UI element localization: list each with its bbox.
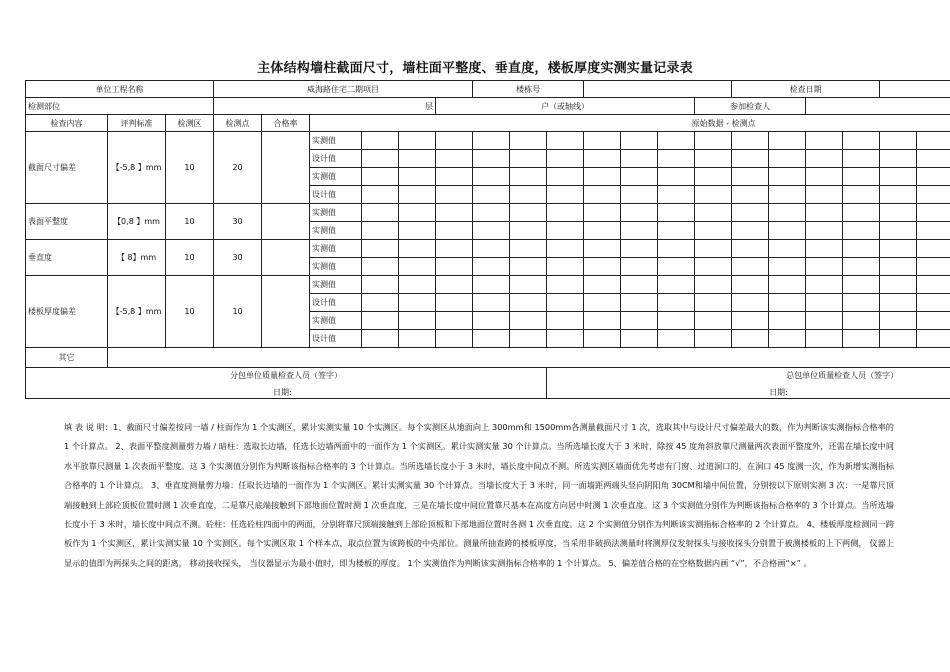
data-entry-cell[interactable] bbox=[769, 240, 806, 258]
data-entry-cell[interactable] bbox=[436, 222, 473, 240]
data-entry-cell[interactable] bbox=[732, 150, 769, 168]
data-entry-cell[interactable] bbox=[436, 240, 473, 258]
data-entry-cell[interactable] bbox=[621, 240, 658, 258]
data-entry-cell[interactable] bbox=[880, 186, 917, 204]
data-entry-cell[interactable] bbox=[695, 132, 732, 150]
data-entry-cell[interactable] bbox=[880, 168, 917, 186]
data-entry-cell[interactable] bbox=[843, 168, 880, 186]
data-entry-cell[interactable] bbox=[473, 240, 510, 258]
general-signature-cell[interactable] bbox=[547, 368, 950, 399]
data-entry-cell[interactable] bbox=[658, 294, 695, 312]
data-entry-cell[interactable] bbox=[917, 294, 950, 312]
zone-count: 10 bbox=[166, 276, 214, 348]
data-entry-cell[interactable] bbox=[510, 222, 547, 240]
data-entry-cell[interactable] bbox=[621, 222, 658, 240]
data-entry-cell[interactable] bbox=[843, 150, 880, 168]
data-entry-cell[interactable] bbox=[695, 204, 732, 222]
data-entry-cell[interactable] bbox=[695, 258, 732, 276]
data-entry-cell[interactable] bbox=[473, 312, 510, 330]
data-entry-cell[interactable] bbox=[880, 276, 917, 294]
data-entry-cell[interactable] bbox=[880, 312, 917, 330]
check-date-label: 检查日期 bbox=[732, 81, 880, 98]
data-entry-cell[interactable] bbox=[695, 276, 732, 294]
data-entry-cell[interactable] bbox=[880, 258, 917, 276]
data-entry-cell[interactable] bbox=[843, 186, 880, 204]
data-entry-cell[interactable] bbox=[658, 132, 695, 150]
data-entry-cell[interactable] bbox=[399, 240, 436, 258]
data-entry-cell[interactable] bbox=[843, 258, 880, 276]
data-entry-cell[interactable] bbox=[658, 330, 695, 348]
data-entry-cell[interactable] bbox=[547, 132, 584, 150]
data-entry-cell[interactable] bbox=[362, 168, 399, 186]
col-header-pass-rate: 合格率 bbox=[262, 115, 310, 132]
criteria-value: 【0,8 】mm bbox=[108, 204, 166, 240]
data-entry-cell[interactable] bbox=[547, 204, 584, 222]
sub-signature-cell[interactable] bbox=[26, 368, 547, 399]
data-entry-cell[interactable] bbox=[362, 258, 399, 276]
data-entry-cell[interactable] bbox=[621, 150, 658, 168]
data-entry-cell[interactable] bbox=[362, 312, 399, 330]
data-entry-cell[interactable] bbox=[436, 312, 473, 330]
data-entry-cell[interactable] bbox=[917, 276, 950, 294]
data-entry-cell[interactable] bbox=[510, 312, 547, 330]
data-entry-cell[interactable] bbox=[473, 276, 510, 294]
data-entry-cell[interactable] bbox=[695, 186, 732, 204]
data-entry-cell[interactable] bbox=[362, 204, 399, 222]
data-entry-cell[interactable] bbox=[362, 294, 399, 312]
data-entry-cell[interactable] bbox=[473, 132, 510, 150]
data-entry-cell[interactable] bbox=[621, 312, 658, 330]
data-entry-cell[interactable] bbox=[880, 240, 917, 258]
inspect-part-label: 检测部位 bbox=[26, 98, 214, 115]
data-entry-cell[interactable] bbox=[362, 222, 399, 240]
col-header-standard: 评判标准 bbox=[108, 115, 166, 132]
data-entry-cell[interactable] bbox=[806, 186, 843, 204]
data-entry-cell[interactable] bbox=[695, 222, 732, 240]
data-entry-cell[interactable] bbox=[806, 330, 843, 348]
data-entry-cell[interactable] bbox=[547, 330, 584, 348]
data-entry-cell[interactable] bbox=[695, 240, 732, 258]
building-value[interactable] bbox=[584, 81, 732, 98]
table-row bbox=[26, 204, 950, 222]
header-row-part bbox=[26, 98, 950, 115]
data-entry-cell[interactable] bbox=[399, 204, 436, 222]
data-entry-cell[interactable] bbox=[621, 258, 658, 276]
row-type-label: 实测值 bbox=[310, 276, 362, 294]
data-entry-cell[interactable] bbox=[695, 168, 732, 186]
data-entry-cell[interactable] bbox=[473, 168, 510, 186]
data-entry-cell[interactable] bbox=[584, 204, 621, 222]
pass-rate-cell[interactable] bbox=[262, 204, 310, 240]
data-entry-cell[interactable] bbox=[584, 258, 621, 276]
data-entry-cell[interactable] bbox=[917, 186, 950, 204]
data-entry-cell[interactable] bbox=[399, 330, 436, 348]
data-entry-cell[interactable] bbox=[473, 222, 510, 240]
data-entry-cell[interactable] bbox=[584, 276, 621, 294]
data-entry-cell[interactable] bbox=[769, 294, 806, 312]
criteria-value: 【 8】mm bbox=[108, 240, 166, 276]
data-entry-cell[interactable] bbox=[547, 150, 584, 168]
data-entry-cell[interactable] bbox=[399, 258, 436, 276]
data-entry-cell[interactable] bbox=[510, 240, 547, 258]
data-entry-cell[interactable] bbox=[806, 258, 843, 276]
data-entry-cell[interactable] bbox=[732, 276, 769, 294]
data-entry-cell[interactable] bbox=[436, 330, 473, 348]
col-header-content: 检查内容 bbox=[26, 115, 108, 132]
table-row bbox=[26, 240, 950, 258]
data-entry-cell[interactable] bbox=[880, 204, 917, 222]
data-entry-cell[interactable] bbox=[769, 168, 806, 186]
data-entry-cell[interactable] bbox=[769, 312, 806, 330]
data-entry-cell[interactable] bbox=[732, 222, 769, 240]
data-entry-cell[interactable] bbox=[436, 294, 473, 312]
data-entry-cell[interactable] bbox=[436, 258, 473, 276]
data-entry-cell[interactable] bbox=[806, 312, 843, 330]
data-entry-cell[interactable] bbox=[547, 258, 584, 276]
data-entry-cell[interactable] bbox=[510, 150, 547, 168]
data-entry-cell[interactable] bbox=[547, 240, 584, 258]
data-entry-cell[interactable] bbox=[732, 330, 769, 348]
table-row bbox=[26, 276, 950, 294]
other-label: 其它 bbox=[26, 348, 108, 368]
zone-count: 10 bbox=[166, 204, 214, 240]
data-entry-cell[interactable] bbox=[621, 276, 658, 294]
data-entry-cell[interactable] bbox=[621, 186, 658, 204]
data-entry-cell[interactable] bbox=[473, 204, 510, 222]
row-type-label: 实测值 bbox=[310, 240, 362, 258]
unit-name-value: 威海路住宅二期项目 bbox=[214, 81, 473, 98]
data-entry-cell[interactable] bbox=[510, 258, 547, 276]
row-type-label: 设计值 bbox=[310, 294, 362, 312]
data-entry-cell[interactable] bbox=[843, 294, 880, 312]
participants-value[interactable] bbox=[806, 98, 950, 115]
row-type-label: 实测值 bbox=[310, 312, 362, 330]
pass-rate-cell[interactable] bbox=[262, 276, 310, 348]
col-header-points: 检测点 bbox=[214, 115, 262, 132]
data-entry-cell[interactable] bbox=[695, 150, 732, 168]
criteria-value: 【-5,8 】mm bbox=[108, 276, 166, 348]
row-type-label: 实测值 bbox=[310, 132, 362, 150]
header-row-unit bbox=[26, 81, 950, 98]
general-signature-label: 总包单位质量检查人员（签字） bbox=[786, 371, 899, 380]
data-entry-cell[interactable] bbox=[547, 312, 584, 330]
fill-instructions: 填 表 说 明：1、截面尺寸偏差按同一墙 / 柱面作为 1 个实测区，累计实测实量 10 个实测区。每个实测区从地面向上 300mm和 1500mm各测量截面尺寸 1 次，选取其中与设计尺寸偏差最大的数，作为判断该实测指标合格率的 1 个计算点。 2、表面平整度测量剪力墙 / 暗柱：选取长边墙，任选长边墙两面中的一面作为 1 个实测区。累计实测实量 30 个计算点。当所选墙长度大于 3 米时，除按 45 度角斜放靠尺测量两次表面平整度外，还需在墙长度中间水平放靠尺测量 1 次表面平整度。这 3 个实测值分别作为判断该指标合格率的 3 个计算点。当所选墙长度小于 3 米时，墙长度中间点不测。所选实测区墙面优先考虑有门窗、过道洞口的，在洞口 45 度测一次，作为新增实测指标合格率的 1 个计算点。 3、垂直度测量剪力墙：任取长边墙的一面作为 1 个实测区。累计实测实量 30 个计算点。当墙长度大于 3 米时，同一面墙距两端头竖向阴阳角 30CM和墙中间位置，分别按以下原则实测 3 次：一是靠尺顶端接触到上部砼顶板位置时测 1 次垂直度，二是靠尺底端接触到下部地面位置时测 1 次垂直度，三是在墙长度中间位置靠尺基本在高度方向居中时测 1 次垂直度。这 3 个实测值分别作为判断该指标合格率的 3 个计算点。当所选墙长度小于 3 米时，墙长度中间点不测。砼柱：任选砼柱四面中的两面，分别将靠尺顶端接触到上部砼顶板和下部地面位置时各测 1 次垂直度。这 2 个实测值分别作为判断该实测指标合格率的 2 个计算点。 4、楼板厚度检测同一跨板作为 1 个实测区，累计实测实量 10 个实测区。每个实测区取 1 个样本点，取点位置为该跨板的中央部位。测量所抽查跨的楼板厚度，当采用非破损法测量时将测厚仪发射探头与接收探头分别置于被测楼板的上下两侧， 仪器上显示的值即为两探头之间的距离， 移动接收探头， 当仪器显示为最小值时，即为楼板的厚度。 1个 实测值作为判断该实测指标合格率的 1 个计算点。 5、偏差值合格的在空格数据内画 “√”，不合格画“×” 。 bbox=[64, 422, 894, 568]
general-date-label: 日期: bbox=[769, 388, 788, 397]
data-entry-cell[interactable] bbox=[658, 312, 695, 330]
data-entry-cell[interactable] bbox=[362, 186, 399, 204]
data-entry-cell[interactable] bbox=[769, 150, 806, 168]
data-entry-cell[interactable] bbox=[806, 132, 843, 150]
check-item-name: 垂直度 bbox=[26, 240, 108, 276]
data-entry-cell[interactable] bbox=[695, 330, 732, 348]
data-entry-cell[interactable] bbox=[732, 294, 769, 312]
data-entry-cell[interactable] bbox=[769, 222, 806, 240]
data-entry-cell[interactable] bbox=[880, 294, 917, 312]
data-entry-cell[interactable] bbox=[843, 132, 880, 150]
row-type-label: 设计值 bbox=[310, 330, 362, 348]
data-entry-cell[interactable] bbox=[806, 294, 843, 312]
data-entry-cell[interactable] bbox=[806, 240, 843, 258]
data-entry-cell[interactable] bbox=[658, 204, 695, 222]
data-entry-cell[interactable] bbox=[843, 276, 880, 294]
data-entry-cell[interactable] bbox=[769, 258, 806, 276]
data-entry-cell[interactable] bbox=[547, 294, 584, 312]
data-entry-cell[interactable] bbox=[732, 312, 769, 330]
data-entry-cell[interactable] bbox=[584, 240, 621, 258]
data-entry-cell[interactable] bbox=[399, 150, 436, 168]
sub-signature-label: 分包单位质量检查人员（签字） bbox=[230, 371, 343, 380]
data-entry-cell[interactable] bbox=[880, 150, 917, 168]
data-entry-cell[interactable] bbox=[732, 258, 769, 276]
data-entry-cell[interactable] bbox=[843, 312, 880, 330]
data-entry-cell[interactable] bbox=[732, 186, 769, 204]
data-entry-cell[interactable] bbox=[584, 330, 621, 348]
data-entry-cell[interactable] bbox=[658, 186, 695, 204]
data-entry-cell[interactable] bbox=[510, 204, 547, 222]
participants-label: 参加检查人 bbox=[695, 98, 806, 115]
data-entry-cell[interactable] bbox=[510, 132, 547, 150]
data-entry-cell[interactable] bbox=[362, 240, 399, 258]
data-entry-cell[interactable] bbox=[399, 276, 436, 294]
data-entry-cell[interactable] bbox=[510, 294, 547, 312]
household-label: 户（或轴线） bbox=[436, 98, 695, 115]
pass-rate-cell[interactable] bbox=[262, 240, 310, 276]
point-count: 20 bbox=[214, 132, 262, 204]
data-entry-cell[interactable] bbox=[510, 186, 547, 204]
col-header-raw-data: 原始数据 - 检测点 bbox=[310, 115, 950, 132]
table-row bbox=[26, 132, 950, 150]
data-entry-cell[interactable] bbox=[584, 150, 621, 168]
pass-rate-cell[interactable] bbox=[262, 132, 310, 204]
data-entry-cell[interactable] bbox=[621, 204, 658, 222]
data-entry-cell[interactable] bbox=[436, 150, 473, 168]
data-entry-cell[interactable] bbox=[806, 222, 843, 240]
data-entry-cell[interactable] bbox=[658, 222, 695, 240]
floor-label: 层 bbox=[214, 98, 436, 115]
row-type-label: 设计值 bbox=[310, 186, 362, 204]
data-entry-cell[interactable] bbox=[510, 330, 547, 348]
data-entry-cell[interactable] bbox=[399, 312, 436, 330]
data-entry-cell[interactable] bbox=[769, 204, 806, 222]
data-entry-cell[interactable] bbox=[806, 204, 843, 222]
data-entry-cell[interactable] bbox=[362, 150, 399, 168]
data-entry-cell[interactable] bbox=[658, 258, 695, 276]
data-entry-cell[interactable] bbox=[473, 258, 510, 276]
data-entry-cell[interactable] bbox=[732, 132, 769, 150]
other-value[interactable] bbox=[108, 348, 950, 368]
data-entry-cell[interactable] bbox=[806, 150, 843, 168]
data-entry-cell[interactable] bbox=[584, 186, 621, 204]
data-entry-cell[interactable] bbox=[362, 132, 399, 150]
point-count: 10 bbox=[214, 276, 262, 348]
data-entry-cell[interactable] bbox=[917, 312, 950, 330]
row-type-label: 实测值 bbox=[310, 168, 362, 186]
data-entry-cell[interactable] bbox=[843, 240, 880, 258]
row-type-label: 设计值 bbox=[310, 150, 362, 168]
data-entry-cell[interactable] bbox=[732, 168, 769, 186]
check-item-name: 楼板厚度偏差 bbox=[26, 276, 108, 348]
data-entry-cell[interactable] bbox=[510, 168, 547, 186]
data-entry-cell[interactable] bbox=[362, 330, 399, 348]
data-entry-cell[interactable] bbox=[843, 330, 880, 348]
data-entry-cell[interactable] bbox=[510, 276, 547, 294]
data-entry-cell[interactable] bbox=[769, 330, 806, 348]
data-entry-cell[interactable] bbox=[880, 222, 917, 240]
point-count: 30 bbox=[214, 204, 262, 240]
data-entry-cell[interactable] bbox=[658, 240, 695, 258]
building-label: 楼栋号 bbox=[473, 81, 584, 98]
data-entry-cell[interactable] bbox=[584, 132, 621, 150]
data-entry-cell[interactable] bbox=[547, 222, 584, 240]
row-type-label: 实测值 bbox=[310, 258, 362, 276]
data-entry-cell[interactable] bbox=[917, 240, 950, 258]
data-entry-cell[interactable] bbox=[547, 186, 584, 204]
col-header-zone: 检测区 bbox=[166, 115, 214, 132]
data-entry-cell[interactable] bbox=[473, 294, 510, 312]
data-entry-cell[interactable] bbox=[658, 150, 695, 168]
data-entry-cell[interactable] bbox=[658, 276, 695, 294]
data-entry-cell[interactable] bbox=[621, 132, 658, 150]
zone-count: 10 bbox=[166, 132, 214, 204]
data-entry-cell[interactable] bbox=[917, 330, 950, 348]
data-entry-cell[interactable] bbox=[695, 312, 732, 330]
unit-name-label: 单位工程名称 bbox=[26, 81, 214, 98]
data-entry-cell[interactable] bbox=[584, 312, 621, 330]
zone-count: 10 bbox=[166, 240, 214, 276]
data-entry-cell[interactable] bbox=[436, 276, 473, 294]
data-entry-cell[interactable] bbox=[806, 168, 843, 186]
row-type-label: 实测值 bbox=[310, 222, 362, 240]
data-entry-cell[interactable] bbox=[769, 132, 806, 150]
data-entry-cell[interactable] bbox=[584, 222, 621, 240]
data-entry-cell[interactable] bbox=[584, 168, 621, 186]
data-entry-cell[interactable] bbox=[399, 132, 436, 150]
row-type-label: 实测值 bbox=[310, 204, 362, 222]
data-entry-cell[interactable] bbox=[917, 168, 950, 186]
data-entry-cell[interactable] bbox=[917, 150, 950, 168]
data-entry-cell[interactable] bbox=[917, 222, 950, 240]
data-entry-cell[interactable] bbox=[732, 204, 769, 222]
data-entry-cell[interactable] bbox=[732, 240, 769, 258]
data-entry-cell[interactable] bbox=[436, 204, 473, 222]
data-entry-cell[interactable] bbox=[399, 168, 436, 186]
criteria-value: 【-5,8 】mm bbox=[108, 132, 166, 204]
data-entry-cell[interactable] bbox=[880, 132, 917, 150]
data-entry-cell[interactable] bbox=[843, 204, 880, 222]
check-date-value[interactable] bbox=[880, 81, 950, 98]
data-entry-cell[interactable] bbox=[436, 186, 473, 204]
check-item-name: 截面尺寸偏差 bbox=[26, 132, 108, 204]
data-entry-cell[interactable] bbox=[769, 276, 806, 294]
point-count: 30 bbox=[214, 240, 262, 276]
check-item-name: 表面平整度 bbox=[26, 204, 108, 240]
data-entry-cell[interactable] bbox=[917, 258, 950, 276]
data-entry-cell[interactable] bbox=[917, 204, 950, 222]
data-entry-cell[interactable] bbox=[880, 330, 917, 348]
data-entry-cell[interactable] bbox=[547, 276, 584, 294]
sub-date-label: 日期: bbox=[273, 388, 292, 397]
data-entry-cell[interactable] bbox=[806, 276, 843, 294]
other-row bbox=[26, 348, 950, 368]
data-entry-cell[interactable] bbox=[473, 186, 510, 204]
data-entry-cell[interactable] bbox=[695, 294, 732, 312]
data-entry-cell[interactable] bbox=[843, 222, 880, 240]
data-entry-cell[interactable] bbox=[621, 294, 658, 312]
data-entry-cell[interactable] bbox=[362, 276, 399, 294]
data-entry-cell[interactable] bbox=[436, 132, 473, 150]
data-entry-cell[interactable] bbox=[584, 294, 621, 312]
data-entry-cell[interactable] bbox=[917, 132, 950, 150]
data-entry-cell[interactable] bbox=[769, 186, 806, 204]
data-entry-cell[interactable] bbox=[399, 294, 436, 312]
inspection-record-table bbox=[25, 80, 950, 399]
data-entry-cell[interactable] bbox=[473, 330, 510, 348]
data-entry-cell[interactable] bbox=[399, 222, 436, 240]
data-entry-cell[interactable] bbox=[621, 168, 658, 186]
data-entry-cell[interactable] bbox=[473, 150, 510, 168]
data-entry-cell[interactable] bbox=[436, 168, 473, 186]
column-header-row bbox=[26, 115, 950, 132]
data-entry-cell[interactable] bbox=[621, 330, 658, 348]
data-entry-cell[interactable] bbox=[399, 186, 436, 204]
data-entry-cell[interactable] bbox=[658, 168, 695, 186]
signature-row bbox=[26, 368, 950, 399]
page-title: 主体结构墙柱截面尺寸，墙柱面平整度、垂直度，楼板厚度实测实量记录表 bbox=[257, 61, 693, 76]
data-entry-cell[interactable] bbox=[547, 168, 584, 186]
